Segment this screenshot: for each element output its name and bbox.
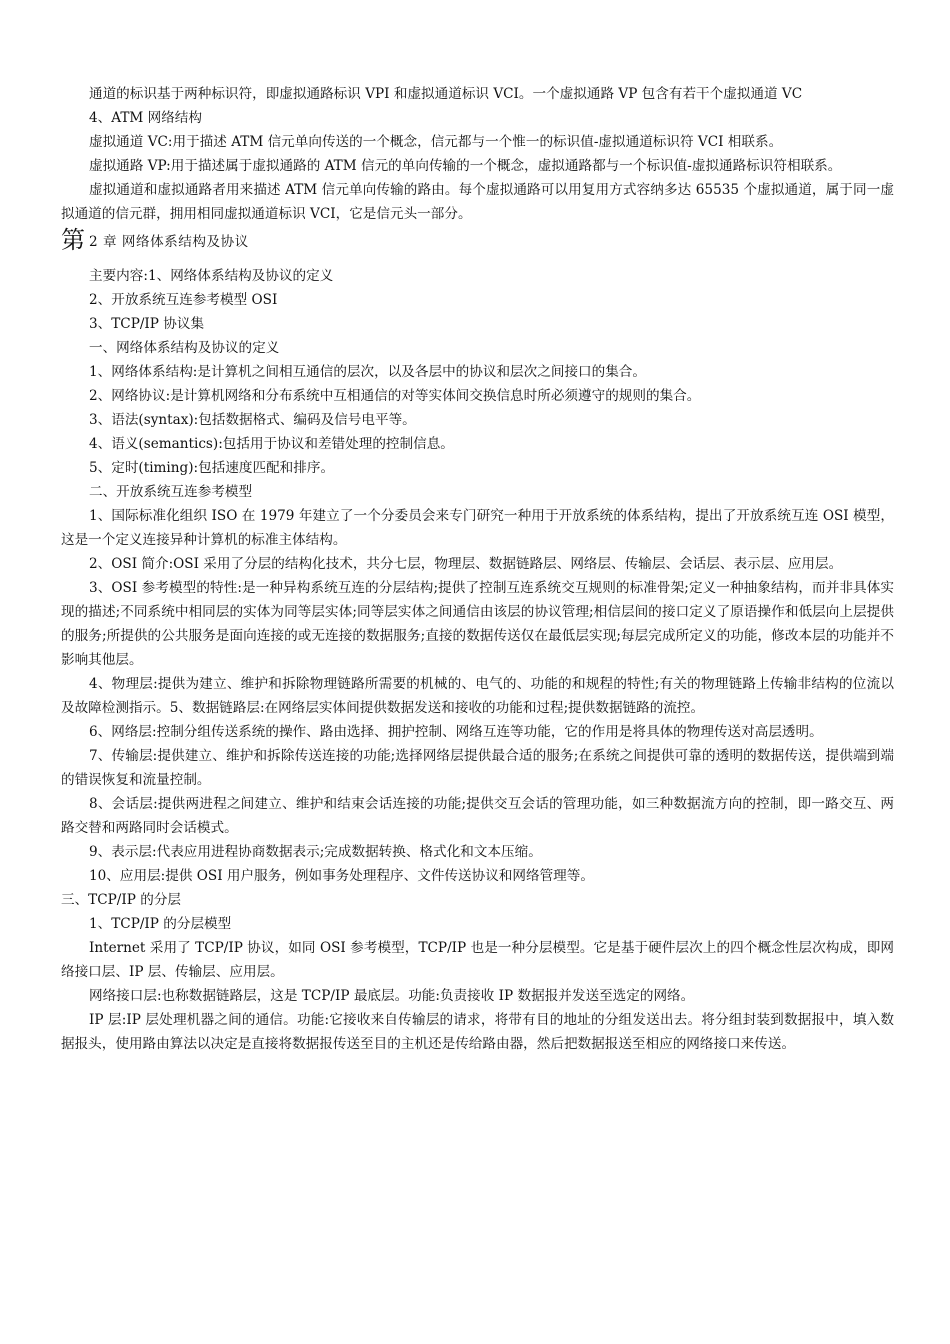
paragraph: 4、语义(semantics):包括用于协议和差错处理的控制信息。 bbox=[89, 436, 454, 452]
paragraph: 8、会话层:提供两进程之间建立、维护和结束会话连接的功能;提供交互会话的管理功能，如三种数据流方向的控制，即一路交互、两路交替和两路同时会话模式。 bbox=[61, 796, 894, 836]
chapter-heading bbox=[61, 226, 894, 256]
paragraph: 9、表示层:代表应用进程协商数据表示;完成数据转换、格式化和文本压缩。 bbox=[89, 844, 542, 860]
paragraph: 2、网络协议:是计算机网络和分布系统中互相通信的对等实体间交换信息时所必须遵守的规则的集合。 bbox=[89, 388, 701, 404]
paragraph: 6、网络层:控制分组传送系统的操作、路由选择、拥护控制、网络互连等功能，它的作用是将具体的物理传送对高层透明。 bbox=[89, 724, 823, 740]
paragraph: 4、物理层:提供为建立、维护和拆除物理链路所需要的机械的、电气的、功能的和规程的特性;有关的物理链路上传输非结构的位流以及故障检测指示。5、数据链路层:在网络层实体间提供数据发送和接收的功能和过程;提供数据链路的流控。 bbox=[61, 676, 894, 716]
paragraph: 10、应用层:提供 OSI 用户服务，例如事务处理程序、文件传送协议和网络管理等。 bbox=[89, 868, 594, 884]
section-main bbox=[61, 264, 894, 1056]
paragraph: 主要内容:1、网络体系结构及协议的定义 bbox=[89, 268, 334, 284]
paragraph: Internet 采用了 TCP/IP 协议，如同 OSI 参考模型，TCP/IP 也是一种分层模型。它是基于硬件层次上的四个概念性层次构成，即网络接口层、IP 层、传输层、应用层。 bbox=[61, 940, 894, 980]
document-page bbox=[61, 82, 894, 1056]
paragraph: 7、传输层:提供建立、维护和拆除传送连接的功能;选择网络层提供最合适的服务;在系统之间提供可靠的透明的数据传送，提供端到端的错误恢复和流量控制。 bbox=[61, 748, 894, 788]
paragraph: 3、语法(syntax):包括数据格式、编码及信号电平等。 bbox=[89, 412, 416, 428]
paragraph: 通道的标识基于两种标识符，即虚拟通路标识 VPI 和虚拟通道标识 VCI。一个虚拟通路 VP 包含有若干个虚拟通道 VC bbox=[89, 86, 803, 102]
paragraph: 5、定时(timing):包括速度匹配和排序。 bbox=[89, 460, 335, 476]
paragraph: 2、OSI 简介:OSI 采用了分层的结构化技术，共分七层，物理层、数据链路层、网络层、传输层、会话层、表示层、应用层。 bbox=[89, 556, 843, 572]
section-top bbox=[61, 82, 894, 226]
paragraph: IP 层:IP 层处理机器之间的通信。功能:它接收来自传输层的请求，将带有目的地址的分组发送出去。将分组封装到数据报中，填入数据报头，使用路由算法以决定是直接将数据报传送至目的主机还是传给路由器，然后把数据报送至相应的网络接口来传送。 bbox=[61, 1012, 894, 1052]
chapter-heading-title: 2 章 网络体系结构及协议 bbox=[89, 234, 249, 250]
paragraph: 3、TCP/IP 协议集 bbox=[89, 316, 205, 332]
paragraph: 1、国际标准化组织 ISO 在 1979 年建立了一个分委员会来专门研究一种用于开放系统的体系结构，提出了开放系统互连 OSI 模型，这是一个定义连接异种计算机的标准主体结构。 bbox=[61, 508, 894, 548]
paragraph: 虚拟通道 VC:用于描述 ATM 信元单向传送的一个概念，信元都与一个惟一的标识值-虚拟通道标识符 VCI 相联系。 bbox=[89, 134, 783, 150]
paragraph: 虚拟通路 VP:用于描述属于虚拟通路的 ATM 信元的单向传输的一个概念，虚拟通路都与一个标识值-虚拟通路标识符相联系。 bbox=[89, 158, 842, 174]
paragraph: 2、开放系统互连参考模型 OSI bbox=[89, 292, 278, 308]
paragraph: 虚拟通道和虚拟通路者用来描述 ATM 信元单向传输的路由。每个虚拟通路可以用复用方式容纳多达 65535 个虚拟通道，属于同一虚拟通道的信元群，拥用相同虚拟通道标识 VCI，它是信元头一部分。 bbox=[61, 182, 894, 222]
paragraph: 3、OSI 参考模型的特性:是一种异构系统互连的分层结构;提供了控制互连系统交互规则的标准骨架;定义一种抽象结构，而并非具体实现的描述;不同系统中相同层的实体为同等层实体;同等层实体之间通信由该层的协议管理;相信层间的接口定义了原语操作和低层向上层提供的服务;所提供的公共服务是面向连接的或无连接的数据服务;直接的数据传送仅在最低层实现;每层完成所定义的功能，修改本层的功能并不影响其他层。 bbox=[61, 580, 894, 668]
paragraph: 1、TCP/IP 的分层模型 bbox=[89, 916, 232, 932]
paragraph: 4、ATM 网络结构 bbox=[89, 110, 202, 126]
section-heading: 二、开放系统互连参考模型 bbox=[89, 484, 253, 500]
chapter-heading-large-char: 第 bbox=[61, 226, 85, 254]
section-heading: 一、网络体系结构及协议的定义 bbox=[89, 340, 280, 356]
paragraph: 1、网络体系结构:是计算机之间相互通信的层次，以及各层中的协议和层次之间接口的集合。 bbox=[89, 364, 646, 380]
section-heading: 三、TCP/IP 的分层 bbox=[61, 892, 182, 908]
paragraph: 网络接口层:也称数据链路层，这是 TCP/IP 最底层。功能:负责接收 IP 数据报并发送至选定的网络。 bbox=[89, 988, 695, 1004]
